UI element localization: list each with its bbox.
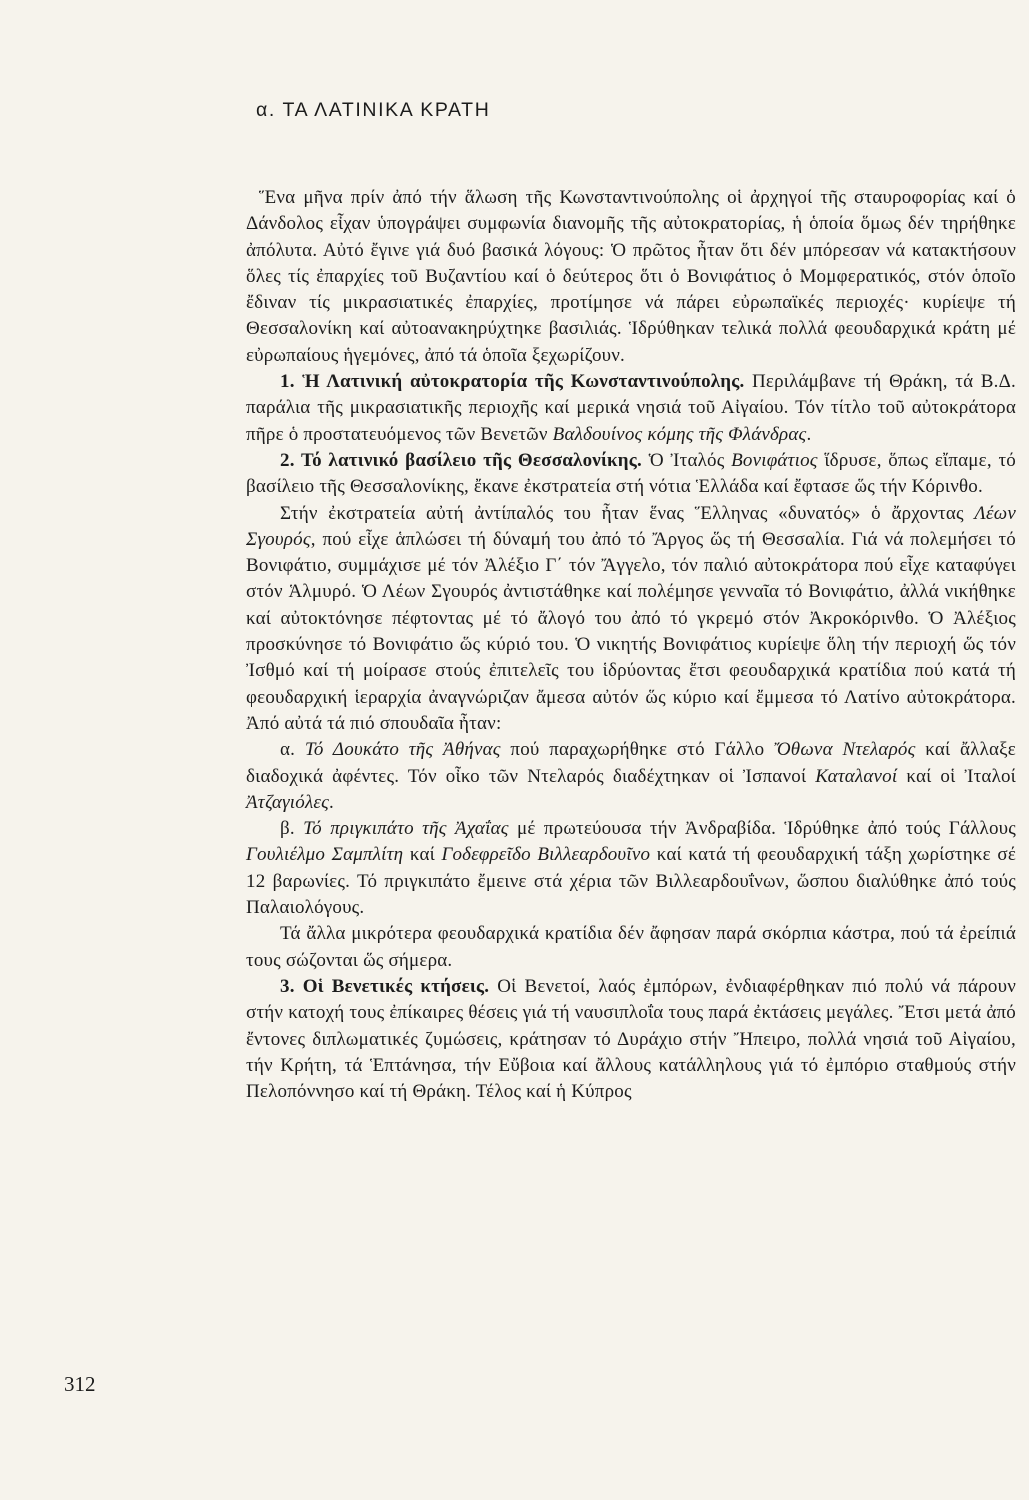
paragraph-thessaloniki xyxy=(246,448,1016,501)
body-text xyxy=(246,185,1016,1105)
paragraph-minor-states xyxy=(246,921,1016,974)
text-span: Στήν ἐκστρατεία αὐτή ἀντίπαλός του ἦταν ἕνας Ἕλληνας «δυνατός» ὁ ἄρχοντας xyxy=(280,502,975,524)
text-span: α. xyxy=(280,739,305,761)
text-span: ἵδρυσε, ὅπως εἴπαμε, τό βασίλειο τῆς Θεσσαλονίκης, ἔκανε ἐκστρατεία στή νότια Ἑλλάδα καί ἔφτασε ὥς τήν Κόρινθο. xyxy=(246,449,1016,498)
italic-span: Ὄθωνα Ντελαρός xyxy=(774,739,916,761)
paragraph-achaea xyxy=(246,816,1016,921)
section-heading: α. ΤΑ ΛΑΤΙΝΙΚΑ ΚΡΑΤΗ xyxy=(256,99,491,121)
text-span: καί οἱ Ἰταλοί xyxy=(897,765,1016,787)
italic-span: Βαλδουίνος κόμης τῆς Φλάνδρας xyxy=(552,423,807,445)
paragraph-latin-empire xyxy=(246,369,1016,448)
italic-span: Γουλιέλμο Σαμπλίτη xyxy=(246,844,404,866)
text-span: Περιλάμβανε τή Θράκη, τά Β.Δ. παράλια τῆς μικρασιατικῆς περιοχῆς καί μερικά νησιά τοῦ Αἰγαίου. Τόν τίτλο τοῦ αὐτοκράτορα πῆρε ὁ προστατευόμενος τῶν Βενετῶν xyxy=(246,371,1016,445)
text-span: καί κατά τή φεουδαρχική τάξη χωρίστηκε σέ 12 βαρωνίες. Τό πριγκιπάτο ἔμεινε στά χέρια τῶν Βιλλεαρδουΐνων, ὥσπου διαλύθηκε ἀπό τούς Παλαιολόγους. xyxy=(246,844,1016,919)
page-number: 312 xyxy=(64,1372,96,1396)
text-span: πού παραχωρήθηκε στό Γάλλο xyxy=(500,739,775,761)
italic-span: Τό πριγκιπάτο τῆς Ἀχαΐας xyxy=(303,818,509,840)
paragraph-duchy-athens xyxy=(246,737,1016,816)
text-span: Τά ἄλλα μικρότερα φεουδαρχικά κρατίδια δέν ἄφησαν παρά σκόρπια κάστρα, πού τά ἐρείπιά τους σώζονται ὥς σήμερα. xyxy=(246,923,1016,971)
italic-span: Ἀτζαγιόλες xyxy=(246,791,329,813)
italic-span: Γοδεφρεῖδο Βιλλεαρδουῖνο xyxy=(441,844,651,866)
paragraph-sgouros xyxy=(246,501,1016,738)
text-span: Οἱ Βενετοί, λαός ἐμπόρων, ἐνδιαφέρθηκαν πιό πολύ νά πάρουν στήν κατοχή τους ἐπίκαιρες θέσεις γιά τή ναυσιπλοΐα τους παρά ἐκτάσεις μεγάλες. Ἔτσι μετά ἀπό ἔντονες διπλωματικές ζυμώσεις, κράτησαν τό Δυράχιο στήν Ἤπειρο, πολλά νησιά τοῦ Αἰγαίου, τήν Κρήτη, τά Ἑπτάνησα, τήν Εὔβοια καί ἄλλους κατάλληλους γιά τό ἐμπόριο σταθμούς στήν Πελοπόννησο καί τή Θράκη. Τέλος καί ἡ Κύπρος xyxy=(246,975,1016,1103)
text-span: Ὁ Ἰταλός xyxy=(641,449,732,471)
text-span: , πού εἶχε ἁπλώσει τή δύναμή του ἀπό τό Ἄργος ὥς τή Θεσσαλία. Γιά νά πολεμήσει τό Βονιφάτιο, συμμάχισε μέ τόν Ἀλέξιο Γ΄ τόν Ἄγγελο, τόν παλιό αὐτοκράτορα πού εἶχε καταφύγει στόν Ἁλμυρό. Ὁ Λέων Σγουρός ἀντιστάθηκε καί πολέμησε γενναῖα τό Βονιφάτιο, ἀλλά νικήθηκε καί αὐτοκτόνησε πέφτοντας μέ τό ἄλογό του ἀπό τό γκρεμό στόν Ἀκροκόρινθο. Ὁ Ἀλέξιος προσκύνησε τό Βονιφάτιο ὥς κύριό του. Ὁ νικητής Βονιφάτιος κυρίεψε ὅλη τήν περιοχή ὥς τόν Ἰσθμό καί τή μοίρασε στούς ἐπιτελεῖς του ἱδρύοντας ἔτσι φεουδαρχικά κρατίδια πού κατά τή φεουδαρχική ἱεραρχία ἀναγνώριζαν ἄμεσα αὐτόν ὥς κύριο καί ἔμμεσα τό Λατίνο αὐτοκράτορα. Ἀπό αὐτά τά πιό σπουδαῖα ἦταν: xyxy=(246,528,1016,734)
italic-span: Βονιφάτιος xyxy=(731,449,818,471)
subheading-venetian: 3. Οἱ Βενετικές κτήσεις. xyxy=(280,975,490,997)
paragraph-venetian xyxy=(246,974,1016,1105)
text-span: καί ἄλλαξε διαδοχικά ἀφέντες. Τόν οἶκο τῶν Ντελαρός διαδέχτηκαν οἱ Ἰσπανοί xyxy=(246,739,1016,787)
text-span: μέ πρωτεύουσα τήν Ἀνδραβίδα. Ἱδρύθηκε ἀπό τούς Γάλλους xyxy=(508,818,1016,840)
text-span: β. xyxy=(280,818,304,840)
paragraph-intro xyxy=(246,185,1016,369)
italic-span: Καταλανοί xyxy=(815,765,898,787)
text-span: καί xyxy=(403,844,442,866)
text-span: . xyxy=(328,791,334,813)
subheading-thessaloniki: 2. Τό λατινικό βασίλειο τῆς Θεσσαλονίκης. xyxy=(280,449,642,471)
italic-span: Τό Δουκάτο τῆς Ἀθήνας xyxy=(304,739,501,761)
italic-span: Λέων Σγουρός xyxy=(246,502,1016,550)
text-span: Ἕνα μῆνα πρίν ἀπό τήν ἅλωση τῆς Κωνσταντινούπολης οἱ ἀρχηγοί τῆς σταυροφορίας καί ὁ Δάνδολος εἶχαν ὑπογράψει συμφωνία διανομῆς τῆς αὐτοκρατορίας, ἡ ὁποία ὅμως δέν τηρήθηκε ἀπόλυτα. Αὐτό ἔγινε γιά δυό βασικά λόγους: Ὁ πρῶτος ἦταν ὅτι δέν μπόρεσαν νά κατακτήσουν ὅλες τίς ἐπαρχίες τοῦ Βυζαντίου καί ὁ δεύτερος ὅτι ὁ Βονιφάτιος ὁ Μομφερατικός, στόν ὁποῖο ἔδιναν τίς μικρασιατικές ἐπαρχίες, προτίμησε νά πάρει εὐρωπαϊκές περιοχές· κυρίεψε τή Θεσσαλονίκη καί αὐτοανακηρύχτηκε βασιλιάς. Ἱδρύθηκαν τελικά πολλά φεουδαρχικά κράτη μέ εὐρωπαίους ἡγεμόνες, ἀπό τά ὁποῖα ξεχωρίζουν. xyxy=(246,187,1016,366)
text-span: . xyxy=(806,423,812,445)
subheading-latin-empire: 1. Ἡ Λατινική αὐτοκρατορία τῆς Κωνσταντινούπολης. xyxy=(280,371,745,393)
